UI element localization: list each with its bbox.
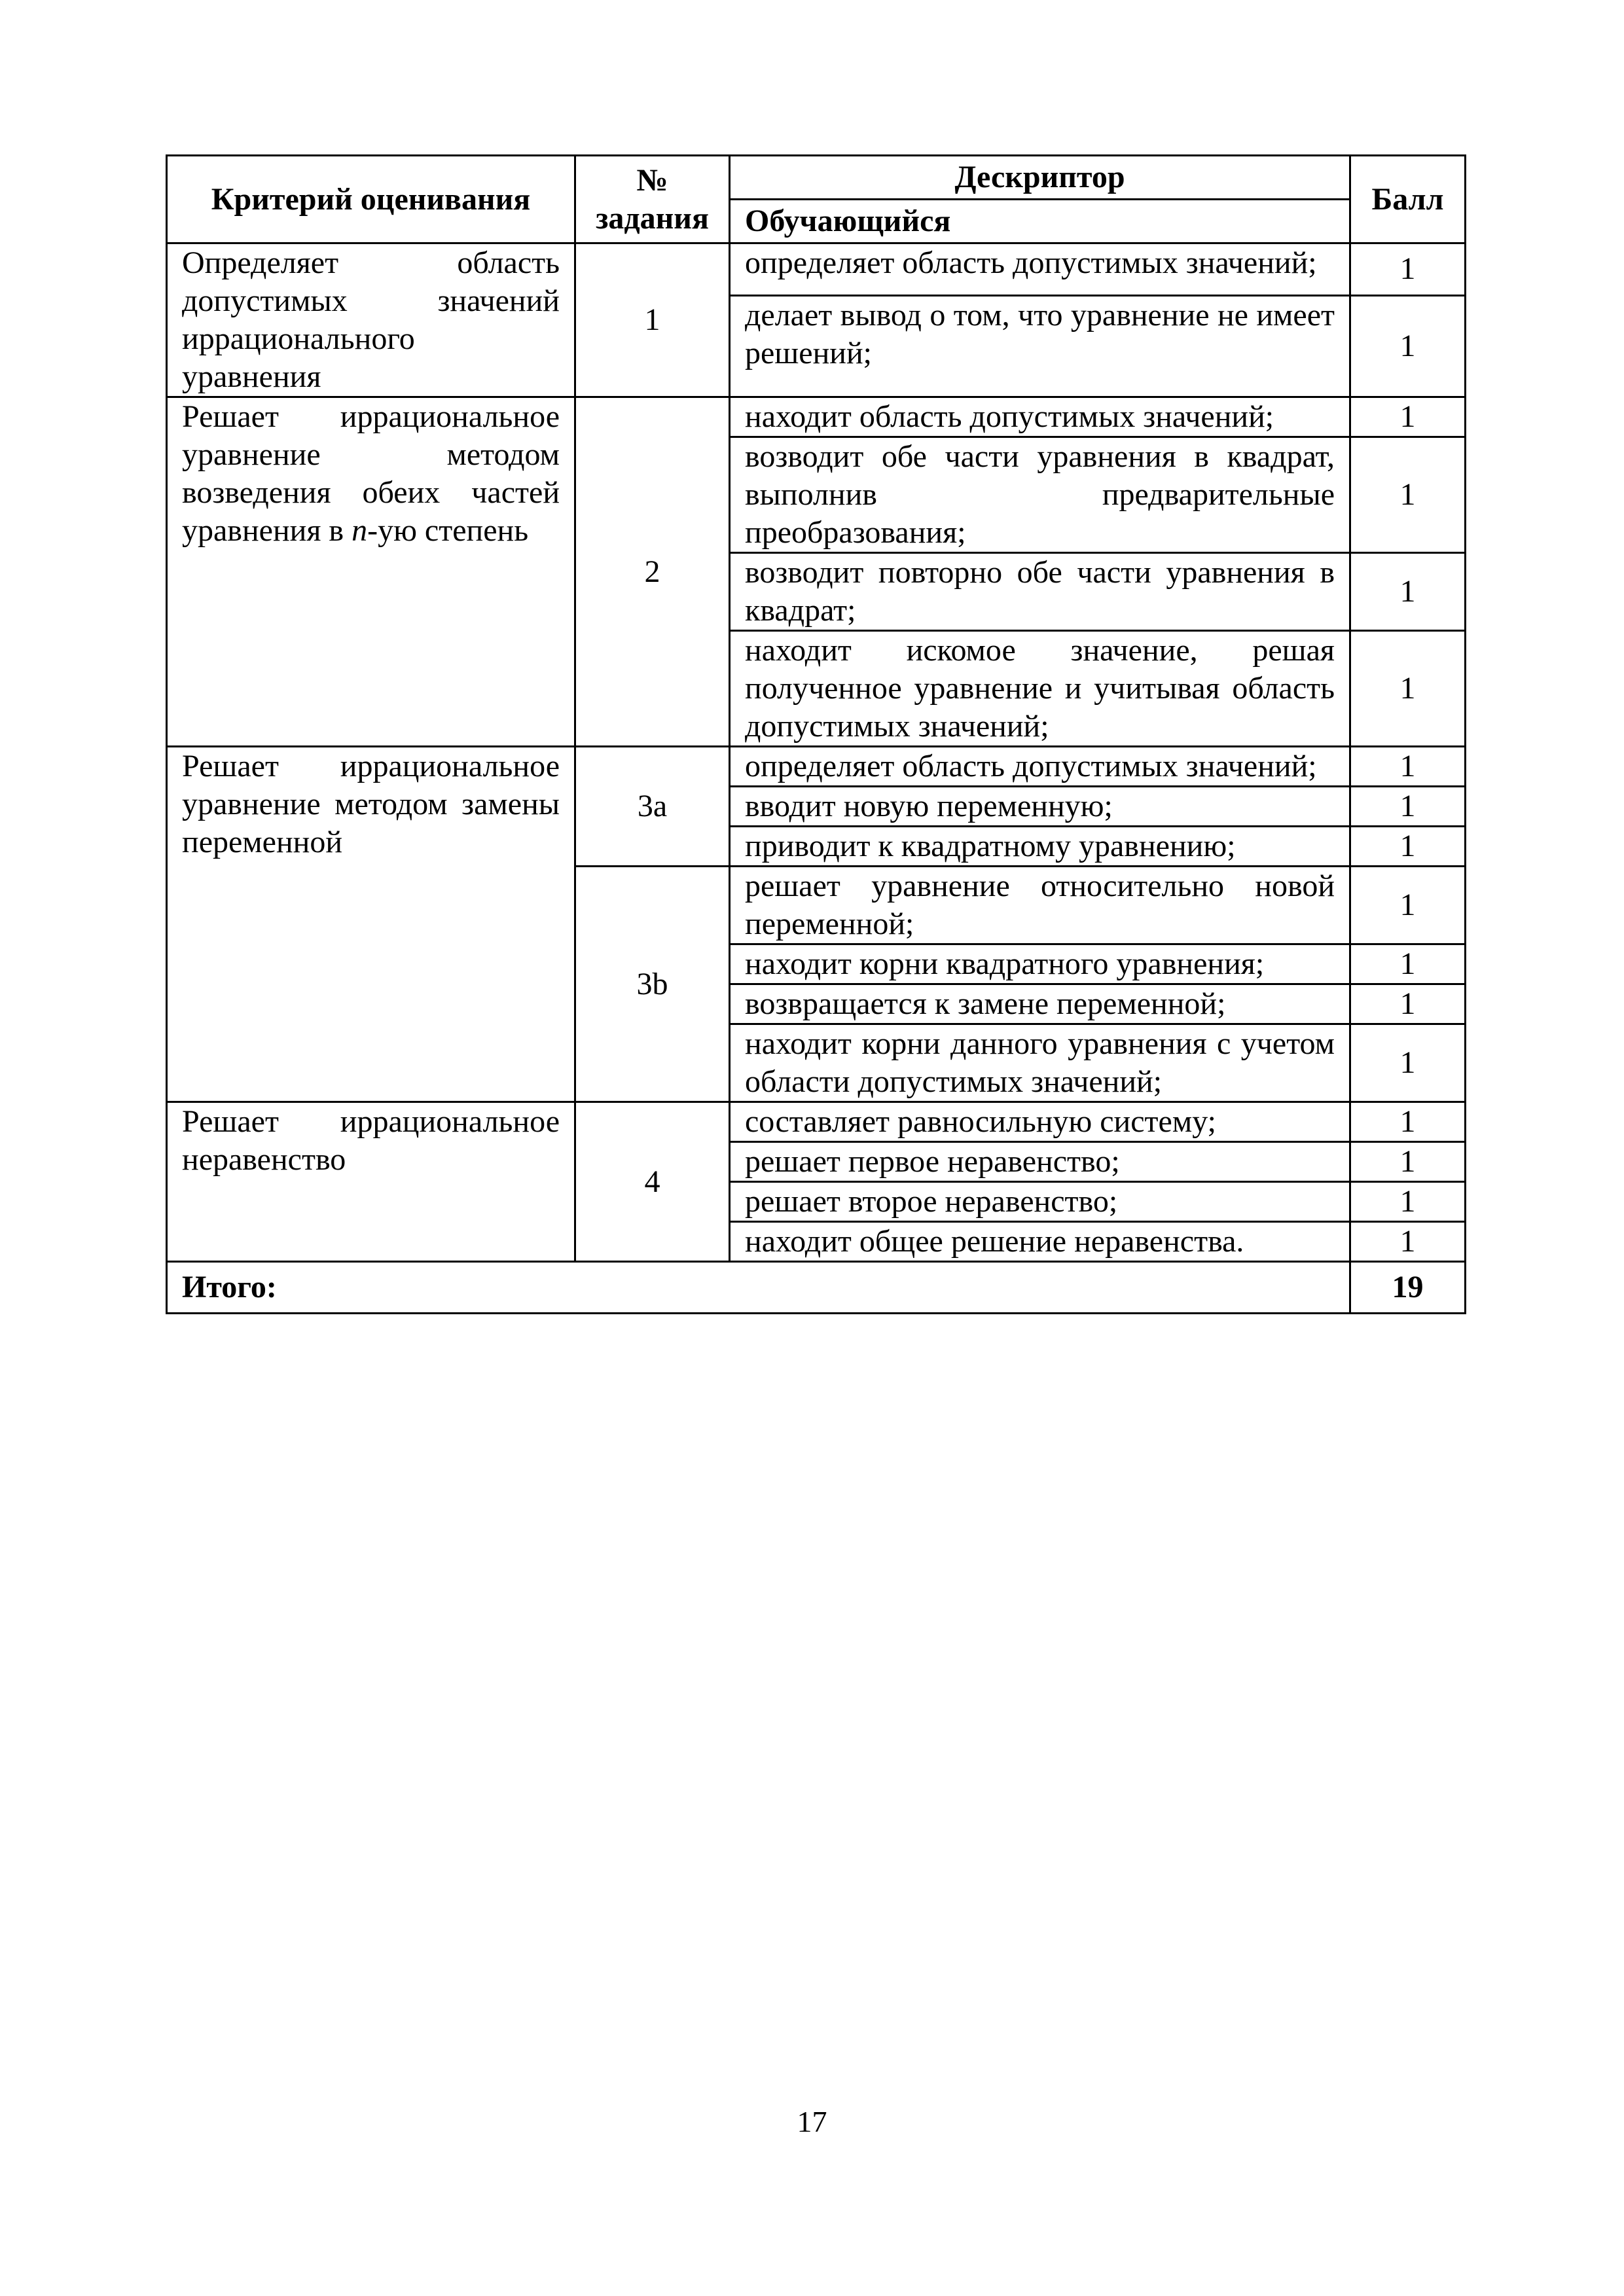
descriptor-cell: находит искомое значение, решая полученное уравнение и учитывая область допустимых значений; (730, 631, 1350, 747)
criterion-cell: Определяет область допустимых значений иррационального уравнения (167, 243, 575, 397)
score-cell: 1 (1350, 747, 1466, 787)
descriptor-cell: находит область допустимых значений; (730, 397, 1350, 437)
table-row (167, 243, 1466, 296)
descriptor-cell: решает уравнение относительно новой переменной; (730, 867, 1350, 944)
score-cell: 1 (1350, 984, 1466, 1024)
table-row (167, 1102, 1466, 1142)
criterion-text: Решает иррациональное уравнение методом возведения обеих частей уравнения в (182, 399, 560, 548)
score-cell: 1 (1350, 827, 1466, 867)
task-number-cell: 3a (575, 747, 730, 867)
score-cell: 1 (1350, 787, 1466, 827)
total-label: Итого: (167, 1262, 1350, 1314)
score-cell: 1 (1350, 295, 1466, 397)
descriptor-cell: вводит новую переменную; (730, 787, 1350, 827)
header-learner: Обучающийся (730, 200, 1350, 243)
score-cell: 1 (1350, 397, 1466, 437)
descriptor-cell: находит общее решение неравенства. (730, 1222, 1350, 1262)
score-cell: 1 (1350, 437, 1466, 553)
table-row (167, 747, 1466, 787)
descriptor-cell: возвращается к замене переменной; (730, 984, 1350, 1024)
header-row (167, 156, 1466, 200)
table-row (167, 397, 1466, 437)
descriptor-cell: делает вывод о том, что уравнение не имеет решений; (730, 295, 1350, 397)
descriptor-cell: определяет область допустимых значений; (730, 243, 1350, 296)
criterion-cell: Решает иррациональное неравенство (167, 1102, 575, 1262)
descriptor-cell: составляет равносильную систему; (730, 1102, 1350, 1142)
criterion-italic-variable: n (352, 513, 368, 548)
task-number-cell: 2 (575, 397, 730, 747)
score-cell: 1 (1350, 867, 1466, 944)
task-number-cell: 1 (575, 243, 730, 397)
total-row (167, 1262, 1466, 1314)
criterion-cell (167, 397, 575, 747)
score-cell: 1 (1350, 553, 1466, 631)
header-task-number-symbol: № (636, 162, 668, 198)
score-cell: 1 (1350, 944, 1466, 984)
descriptor-cell: возводит обе части уравнения в квадрат, выполнив предварительные преобразования; (730, 437, 1350, 553)
descriptor-cell: определяет область допустимых значений; (730, 747, 1350, 787)
descriptor-cell: возводит повторно обе части уравнения в квадрат; (730, 553, 1350, 631)
task-number-cell: 3b (575, 867, 730, 1102)
score-cell: 1 (1350, 1222, 1466, 1262)
score-cell: 1 (1350, 243, 1466, 296)
descriptor-cell: решает первое неравенство; (730, 1142, 1350, 1182)
descriptor-cell: решает второе неравенство; (730, 1182, 1350, 1222)
score-cell: 1 (1350, 1142, 1466, 1182)
descriptor-cell: находит корни данного уравнения с учетом области допустимых значений; (730, 1024, 1350, 1102)
header-descriptor: Дескриптор (730, 156, 1350, 200)
descriptor-cell: приводит к квадратному уравнению; (730, 827, 1350, 867)
criterion-text-suffix: -ую степень (367, 513, 529, 548)
task-number-cell: 4 (575, 1102, 730, 1262)
header-criterion: Критерий оценивания (167, 156, 575, 243)
score-cell: 1 (1350, 631, 1466, 747)
score-cell: 1 (1350, 1182, 1466, 1222)
header-score: Балл (1350, 156, 1466, 243)
descriptor-cell: находит корни квадратного уравнения; (730, 944, 1350, 984)
total-value: 19 (1350, 1262, 1466, 1314)
criterion-cell: Решает иррациональное уравнение методом замены переменной (167, 747, 575, 1102)
score-cell: 1 (1350, 1024, 1466, 1102)
score-cell: 1 (1350, 1102, 1466, 1142)
header-task-number (575, 156, 730, 243)
page-number: 17 (797, 2105, 827, 2138)
assessment-rubric-table (166, 154, 1466, 1314)
header-task-number-word: задания (596, 200, 709, 236)
